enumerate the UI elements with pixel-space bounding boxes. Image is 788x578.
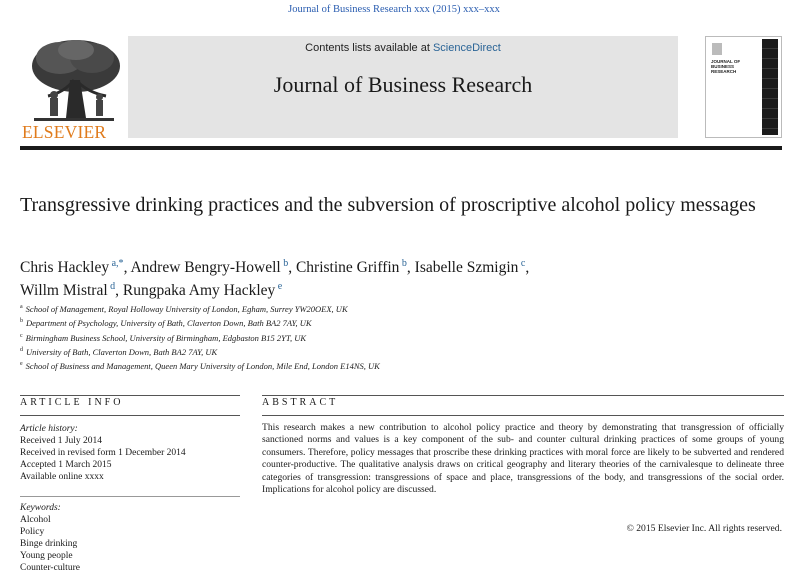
affiliation-text: School of Management, Royal Holloway University of London, Egham, Surrey YW20OEX, UK: [25, 303, 348, 314]
article-title: Transgressive drinking practices and the subversion of proscriptive alcohol policy messages: [20, 194, 756, 216]
affiliation-key: c: [20, 332, 23, 339]
author-name[interactable]: Chris Hackley: [20, 259, 110, 277]
abstract-heading: ABSTRACT: [262, 397, 339, 408]
journal-title[interactable]: Journal of Business Research: [273, 72, 533, 97]
author-separator: ,: [525, 259, 530, 277]
journal-masthead: [20, 36, 782, 144]
keyword-item[interactable]: Young people: [20, 551, 73, 561]
keyword-item[interactable]: Counter-culture: [20, 563, 80, 573]
contents-prefix: Contents lists available at: [305, 42, 433, 54]
author-list: [20, 254, 760, 300]
affiliation-key: d: [20, 346, 23, 353]
elsevier-logo[interactable]: [20, 36, 128, 142]
elsevier-tree-icon: [20, 36, 128, 124]
author-affiliation-marker[interactable]: d: [107, 281, 116, 293]
author-separator: ,: [123, 259, 131, 277]
running-head[interactable]: Journal of Business Research xxx (2015) xxx–xxx: [288, 4, 500, 15]
author-separator: ,: [115, 282, 123, 300]
history-entry: Accepted 1 March 2015: [20, 460, 112, 470]
article-info-rule: [20, 395, 240, 396]
author-separator: ,: [288, 259, 296, 277]
article-info-heading: ARTICLE INFO: [20, 397, 124, 408]
author-name[interactable]: Christine Griffin: [295, 259, 400, 277]
history-entry: Received 1 July 2014: [20, 436, 103, 446]
elsevier-wordmark: ELSEVIER: [22, 122, 107, 142]
affiliation-text: Birmingham Business School, University of Birmingham, Edgbaston B15 2YT, UK: [25, 332, 307, 343]
history-entry: Received in revised form 1 December 2014: [20, 448, 186, 458]
keyword-item[interactable]: Policy: [20, 527, 45, 537]
author-name[interactable]: Andrew Bengry-Howell: [130, 259, 281, 277]
affiliation-item: [20, 358, 760, 372]
affiliation-item: [20, 344, 760, 358]
article-info-underline: [20, 415, 240, 416]
keyword-item[interactable]: Binge drinking: [20, 539, 78, 549]
article-history-label: Article history:: [20, 424, 78, 434]
author-affiliation-marker[interactable]: e: [275, 281, 283, 293]
author-affiliation-marker[interactable]: a,*: [109, 258, 124, 269]
masthead-rule: [20, 146, 782, 150]
sciencedirect-link[interactable]: ScienceDirect: [432, 42, 501, 54]
author-affiliation-marker[interactable]: b: [399, 258, 407, 269]
author-name[interactable]: Isabelle Szmigin: [414, 259, 519, 277]
author-separator: ,: [406, 259, 415, 277]
author-name[interactable]: Rungpaka Amy Hackley: [122, 282, 276, 300]
history-entry: Available online xxxx: [20, 472, 104, 482]
journal-cover-thumbnail[interactable]: [705, 36, 782, 138]
affiliation-item: [20, 315, 760, 329]
affiliation-item: [20, 330, 760, 344]
affiliation-key: b: [20, 318, 23, 325]
cover-title-text: JOURNAL OF BUSINESS RESEARCH: [711, 59, 741, 74]
contents-line: [128, 42, 678, 54]
abstract-rule: [262, 395, 784, 396]
author-affiliation-marker[interactable]: b: [280, 258, 289, 269]
affiliation-key: e: [20, 361, 23, 368]
keywords-label: Keywords:: [20, 503, 61, 513]
journal-banner: [128, 36, 678, 138]
cover-spine-band: [762, 39, 778, 135]
author-affiliation-marker[interactable]: c: [518, 258, 526, 269]
affiliation-text: School of Business and Management, Queen Mary University of London, Mile End, London E14NS, UK: [25, 361, 380, 372]
affiliation-text: University of Bath, Claverton Down, Bath BA2 7AY, UK: [26, 346, 218, 357]
abstract-text: This research makes a new contribution to alcohol policy practice and theory by demonstrating that transgression of officially sanctioned norms and values is a key component of the sub- and counter cultural drinking practices of some groups of young consumers. Therefore, policy messages that proscribe these drinking practices with moral force are likely to be subverted and rendered counter-productive. The qualitative analysis draws on critical geography and literary theories of the carnivalesque to delineate three categories of transgression: transgressions of space and place, transgressions of the body, and transgressions of the social order. Implications for alcohol policy are discussed.: [262, 422, 784, 496]
keyword-item[interactable]: Alcohol: [20, 515, 51, 525]
affiliation-text: Department of Psychology, University of Bath, Claverton Down, Bath BA2 7AY, UK: [26, 318, 312, 329]
copyright-notice: © 2015 Elsevier Inc. All rights reserved.: [626, 523, 782, 534]
affiliation-item: [20, 301, 760, 315]
keywords-rule: [20, 496, 240, 497]
author-name[interactable]: Willm Mistral: [20, 282, 108, 300]
keywords: [20, 502, 80, 574]
affiliation-list: [20, 301, 760, 373]
affiliation-key: a: [20, 304, 23, 310]
article-history: [20, 423, 186, 483]
abstract-underline: [262, 415, 784, 416]
cover-emblem-icon: [712, 43, 722, 55]
